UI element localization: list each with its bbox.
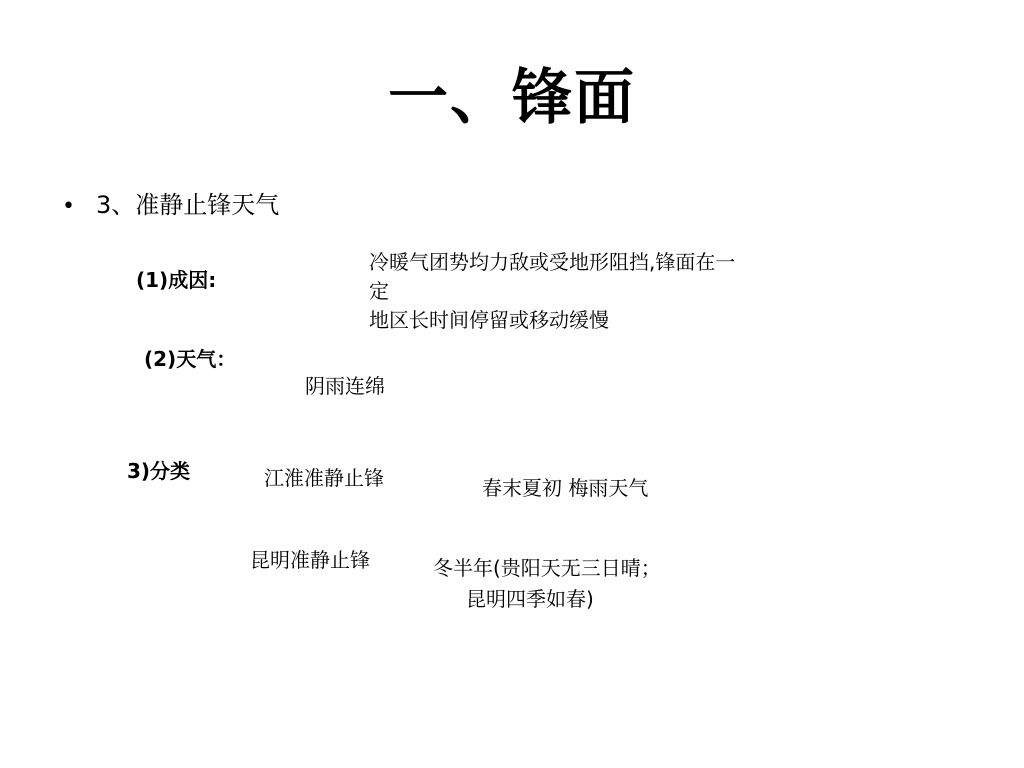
cause-text-line: 冷暖气团势均力敌或受地形阻挡,锋面在一 [369, 250, 736, 274]
bullet-item [62, 188, 279, 224]
cause-text-line: 定 [369, 279, 389, 303]
kunming-front-name: 昆明准静止锋 [250, 548, 370, 572]
cause-text-line: 地区长时间停留或移动缓慢 [369, 308, 609, 332]
classification-label: 3)分类 [127, 459, 191, 483]
slide-title: 一、锋面 [388, 63, 636, 133]
jianghuai-front-name: 江淮准静止锋 [264, 466, 384, 490]
kunming-front-desc-line1: 冬半年(贵阳天无三日晴； [433, 556, 661, 580]
kunming-front-desc-line2: 昆明四季如春) [466, 587, 594, 611]
cause-label: (1)成因: [136, 268, 217, 292]
weather-label: (2)天气： [144, 347, 237, 371]
cause-text [369, 248, 849, 335]
jianghuai-front-desc: 春末夏初 梅雨天气 [482, 476, 649, 500]
weather-value: 阴雨连绵 [305, 374, 385, 398]
bullet-dot-icon: • [62, 194, 75, 219]
bullet-text: 3、准静止锋天气 [96, 191, 280, 219]
